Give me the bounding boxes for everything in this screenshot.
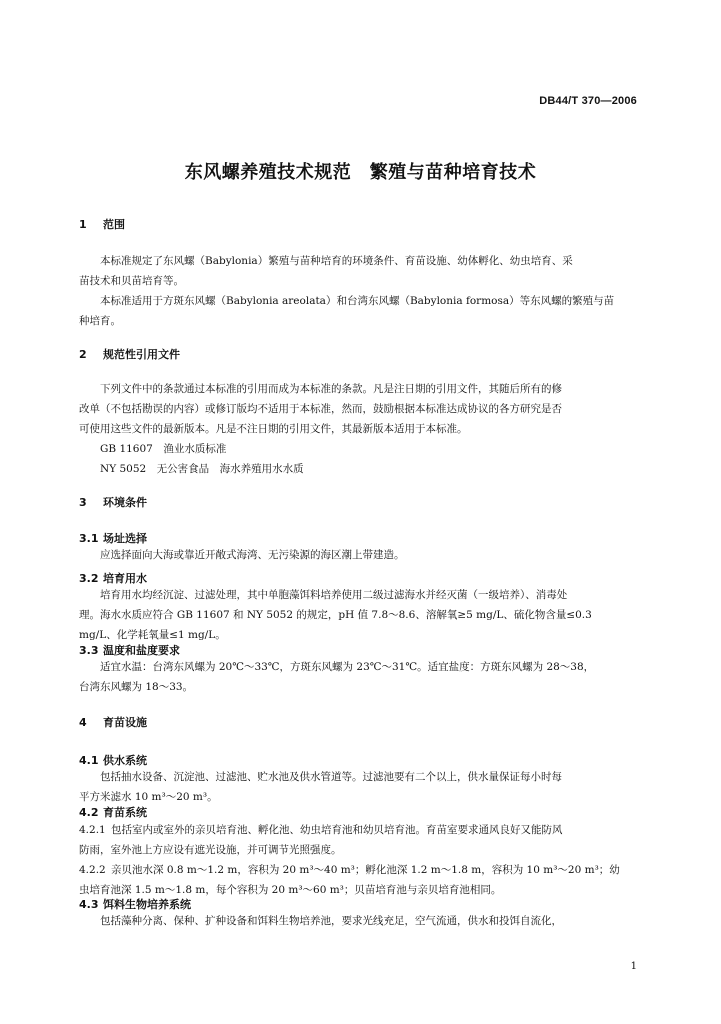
paragraph-line: 下列文件中的条款通过本标准的引用而成为本标准的条款。凡是注日期的引用文件，其随后所有的修 xyxy=(100,383,562,395)
section-number: 3 xyxy=(79,496,87,509)
subsection-title: 培育用水 xyxy=(103,572,147,585)
subsection-number: 4.2 xyxy=(79,806,99,819)
reference-item: NY 5052 无公害食品 海水养殖用水水质 xyxy=(100,463,304,475)
page-number: 1 xyxy=(630,961,637,972)
section-title: 规范性引用文件 xyxy=(103,348,180,361)
subsection-title: 育苗系统 xyxy=(103,806,147,819)
paragraph-line: 台湾东风螺为 18～33。 xyxy=(79,681,194,693)
paragraph-line: 虫培育池深 1.5 m～1.8 m，每个容积为 20 m³～60 m³；贝苗培育池与亲贝培育池相同。 xyxy=(79,884,502,896)
subsection-number: 3.3 xyxy=(79,644,99,657)
paragraph-line: mg/L、化学耗氧量≤1 mg/L。 xyxy=(79,629,226,641)
subsection-number: 4.3 xyxy=(79,898,99,911)
subsection-4-1-heading xyxy=(79,752,147,768)
subsection-3-3-heading xyxy=(79,642,180,658)
section-title: 育苗设施 xyxy=(103,716,147,729)
paragraph-line: 应选择面向大海或靠近开敞式海湾、无污染源的海区潮上带建造。 xyxy=(100,549,405,561)
clause-4-2-2-line xyxy=(79,860,620,880)
subsection-title: 供水系统 xyxy=(103,754,147,767)
paragraph-line: 亲贝池水深 0.8 m～1.2 m，容积为 20 m³～40 m³；孵化池深 1.2 m～1.8 m，容积为 10 m³～20 m³；幼 xyxy=(111,864,620,876)
section-title: 范围 xyxy=(103,218,125,231)
paragraph-line: 培育用水均经沉淀、过滤处理，其中单胞藻饵料培养使用二级过滤海水并经灭菌（一级培养）、消毒处 xyxy=(100,589,568,601)
paragraph-line: 可使用这些文件的最新版本。凡是不注日期的引用文件，其最新版本适用于本标准。 xyxy=(79,423,468,435)
paragraph-line: 包括藻种分离、保种、扩种设备和饵料生物培养池，要求光线充足，空气流通，供水和投饵自流化， xyxy=(100,915,562,927)
section-4-heading xyxy=(79,714,147,730)
section-2-heading xyxy=(79,346,180,362)
subsection-number: 3.2 xyxy=(79,572,99,585)
reference-item: GB 11607 渔业水质标准 xyxy=(100,443,227,455)
section-number: 4 xyxy=(79,716,87,729)
subsection-3-1-heading xyxy=(79,530,147,546)
section-number: 2 xyxy=(79,348,87,361)
paragraph-line: 适宜水温：台湾东风螺为 20℃～33℃，方斑东风螺为 23℃～31℃。适宜盐度：方斑东风螺为 28～38， xyxy=(100,661,595,673)
paragraph-line: 本标准规定了东风螺（Babylonia）繁殖与苗种培育的环境条件、育苗设施、幼体孵化、幼虫培育、采 xyxy=(100,255,573,267)
subsection-4-2-heading xyxy=(79,804,147,820)
section-title: 环境条件 xyxy=(103,496,147,509)
clause-number: 4.2.2 xyxy=(79,864,106,876)
paragraph-line: 改单（不包括勘误的内容）或修订版均不适用于本标准，然而，鼓励根据本标准达成协议的各方研究是否 xyxy=(79,403,562,415)
paragraph-line: 本标准适用于方斑东风螺（Babylonia areolata）和台湾东风螺（Babylonia formosa）等东风螺的繁殖与苗 xyxy=(100,295,615,307)
subsection-title: 温度和盐度要求 xyxy=(103,644,180,657)
subsection-number: 4.1 xyxy=(79,754,99,767)
paragraph-line: 平方米滤水 10 m³～20 m³。 xyxy=(79,791,218,803)
clause-number: 4.2.1 xyxy=(79,824,106,836)
standard-code: DB44/T 370—2006 xyxy=(539,95,637,107)
subsection-4-3-heading xyxy=(79,896,191,912)
page-title: 东风螺养殖技术规范 繁殖与苗种培育技术 xyxy=(184,162,537,183)
paragraph-line: 种培育。 xyxy=(79,315,121,327)
section-number: 1 xyxy=(79,218,87,231)
paragraph-line: 防雨，室外池上方应设有遮光设施，并可调节光照强度。 xyxy=(79,844,342,856)
paragraph-line: 包括抽水设备、沉淀池、过滤池、贮水池及供水管道等。过滤池要有二个以上，供水量保证每小时每 xyxy=(100,771,562,783)
section-1-heading xyxy=(79,216,125,232)
subsection-3-2-heading xyxy=(79,570,147,586)
subsection-title: 场址选择 xyxy=(103,532,147,545)
paragraph-line: 包括室内或室外的亲贝培育池、孵化池、幼虫培育池和幼贝培育池。育苗室要求通风良好又能防风 xyxy=(111,824,563,836)
subsection-number: 3.1 xyxy=(79,532,99,545)
paragraph-line: 苗技术和贝苗培育等。 xyxy=(79,275,184,287)
clause-4-2-1-line xyxy=(79,820,563,840)
paragraph-line: 理。海水水质应符合 GB 11607 和 NY 5052 的规定，pH 值 7.8～8.6、溶解氧≥5 mg/L、硫化物含量≤0.3 xyxy=(79,609,592,621)
subsection-title: 饵料生物培养系统 xyxy=(103,898,191,911)
section-3-heading xyxy=(79,494,147,510)
